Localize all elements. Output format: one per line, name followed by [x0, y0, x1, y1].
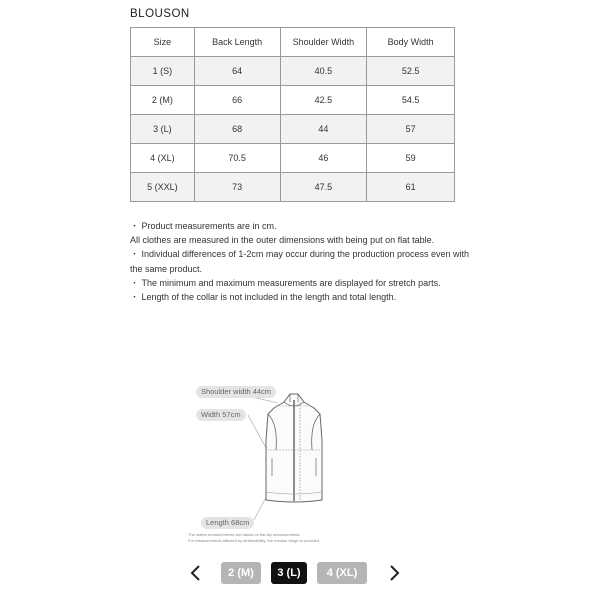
- width-label: Width 57cm: [196, 409, 246, 421]
- size-table: [130, 27, 455, 202]
- table-cell: 2 (M): [131, 86, 195, 115]
- page-title: BLOUSON: [130, 8, 190, 20]
- note-line: ・ The minimum and maximum measurements are displayed for stretch parts.: [130, 277, 441, 288]
- table-cell: 61: [367, 173, 455, 202]
- table-header-row: [131, 28, 455, 57]
- note-line: All clothes are measured in the outer dimensions with being put on flat table.: [130, 235, 435, 246]
- header-size: Size: [131, 28, 195, 57]
- measurement-notes: [130, 219, 470, 304]
- table-cell: 44: [280, 115, 367, 144]
- table-cell: 1 (S): [131, 57, 195, 86]
- table-cell: 64: [194, 57, 280, 86]
- table-row: [131, 115, 455, 144]
- table-cell: 46: [280, 144, 367, 173]
- size-pager: [186, 559, 406, 587]
- table-cell: 70.5: [194, 144, 280, 173]
- table-cell: 57: [367, 115, 455, 144]
- chevron-left-icon[interactable]: [186, 563, 206, 583]
- table-cell: 47.5: [280, 173, 367, 202]
- table-cell: 59: [367, 144, 455, 173]
- table-cell: 52.5: [367, 57, 455, 86]
- table-cell: 4 (XL): [131, 144, 195, 173]
- table-cell: 40.5: [280, 57, 367, 86]
- length-label: Length 68cm: [201, 517, 254, 529]
- size-option-next[interactable]: 4 (XL): [317, 562, 367, 584]
- header-body-width: Body Width: [367, 28, 455, 57]
- table-cell: 5 (XXL): [131, 173, 195, 202]
- fine-print: For measurements affected by stretchability, the median range is provided.: [188, 538, 321, 543]
- header-back-length: Back Length: [194, 28, 280, 57]
- fine-print: The stated measurements are based on flat-lay measurements.: [188, 532, 301, 537]
- size-option-current[interactable]: 3 (L): [271, 562, 307, 584]
- table-row: [131, 57, 455, 86]
- vest-measurement-figure: [186, 380, 386, 550]
- shoulder-width-label: Shoulder width 44cm: [196, 386, 276, 398]
- table-cell: 66: [194, 86, 280, 115]
- note-line: ・ Length of the collar is not included in the length and total length.: [130, 292, 397, 303]
- table-cell: 68: [194, 115, 280, 144]
- size-option-prev[interactable]: 2 (M): [221, 562, 261, 584]
- table-cell: 54.5: [367, 86, 455, 115]
- table-cell: 73: [194, 173, 280, 202]
- chevron-right-icon[interactable]: [384, 563, 404, 583]
- table-row: [131, 144, 455, 173]
- note-line: ・ Product measurements are in cm.: [130, 221, 277, 231]
- header-shoulder-width: Shoulder Width: [280, 28, 367, 57]
- table-cell: 42.5: [280, 86, 367, 115]
- note-line: ・ Individual differences of 1-2cm may occur during the production process even with the same product.: [130, 249, 470, 274]
- table-row: [131, 173, 455, 202]
- table-row: [131, 86, 455, 115]
- table-cell: 3 (L): [131, 115, 195, 144]
